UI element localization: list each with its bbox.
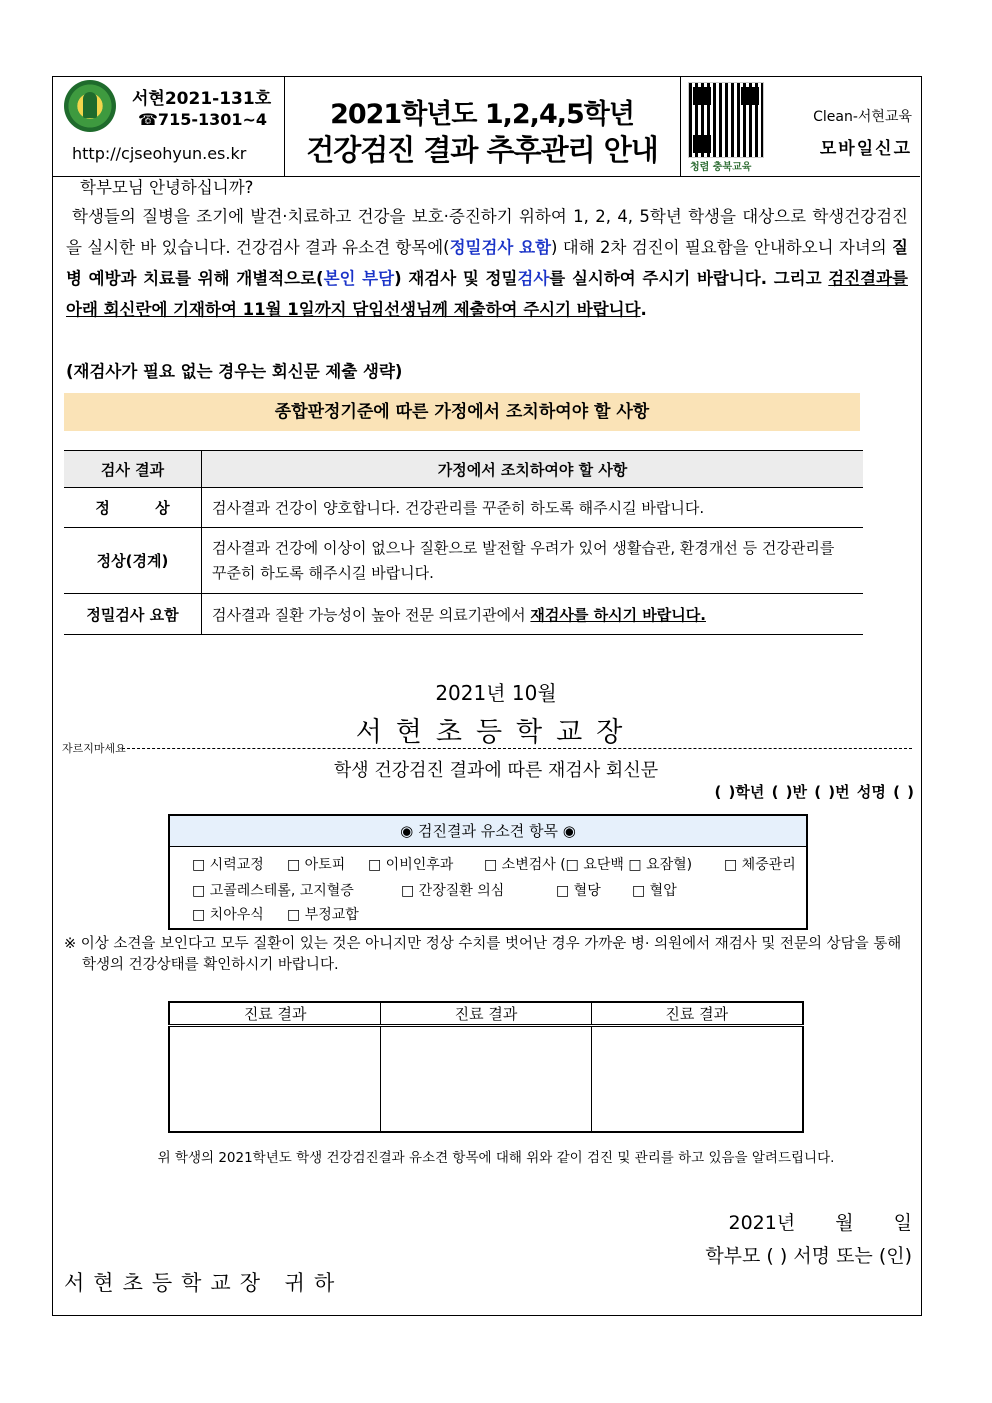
medical-entry-1[interactable] — [169, 1026, 381, 1133]
medical-header-row — [169, 1002, 803, 1026]
checkbox-blood-pressure[interactable]: □ 혈압 — [632, 883, 677, 899]
intro-emph-3: 검사 — [517, 269, 550, 288]
header-qr-cell — [680, 76, 920, 176]
principal-name: 서현초등학교장 — [355, 717, 637, 748]
qr-caption: 청렴 충북교육 — [690, 162, 752, 173]
results-col-result: 검사 결과 — [64, 451, 202, 488]
result-value-emph: 재검사를 하시기 바랍니다. — [530, 605, 706, 624]
checkbox-liver[interactable]: □ 간장질환 의심 — [401, 883, 505, 899]
checkbox-weight[interactable]: □ 체중관리 — [724, 857, 796, 873]
clean-label: Clean-서현교육 — [813, 109, 912, 125]
intro-bold-3: 를 실시하여 주시기 바랍니다. 그리고 — [549, 269, 829, 288]
reply-date[interactable]: 2021년 월 일 — [728, 1212, 912, 1234]
doc-number: 서현2021-131호 — [132, 89, 272, 109]
student-info-line[interactable]: ( )학년 ( )반 ( )번 성명 ( ) — [714, 783, 914, 801]
medical-entry-2[interactable] — [381, 1026, 591, 1133]
result-key: 정 상 — [64, 488, 202, 528]
header-title-cell — [284, 76, 681, 176]
result-value-text: 검사결과 질환 가능성이 높아 전문 의료기관에서 — [212, 605, 531, 624]
intro-emph-1: 정밀검사 요함 — [449, 238, 552, 257]
findings-box — [168, 814, 808, 930]
dashed-divider — [122, 748, 912, 749]
table-row — [64, 528, 863, 594]
header — [52, 76, 920, 177]
result-key: 정밀검사 요함 — [64, 594, 202, 635]
result-value: 검사결과 건강에 이상이 없으나 질환으로 발전할 우려가 있어 생활습관, 환경개선 등 건강관리를 꾸준히 하도록 해주시길 바랍니다. — [202, 528, 864, 594]
section-banner: 종합판정기준에 따른 가정에서 조치하여야 할 사항 — [64, 393, 860, 431]
results-header-row — [64, 451, 863, 488]
mobile-report-label: 모바일신고 — [819, 139, 912, 159]
medical-result-table — [168, 1001, 804, 1133]
checkbox-dental-caries[interactable]: □ 치아우식 — [192, 907, 264, 923]
advisory-note: ※ 이상 소견을 보인다고 모두 질환이 있는 것은 아니지만 정상 수치를 벗어난 경우 가까운 병· 의원에서 재검사 및 전문의 상담을 통해 학생의 건강상태를 확인하시기 바랍니다. — [64, 936, 902, 973]
reply-title: 학생 건강검진 결과에 따른 재검사 회신문 — [333, 760, 659, 781]
confirmation-text: 위 학생의 2021학년도 학생 건강검진결과 유소견 항목에 대해 위와 같이 검진 및 관리를 하고 있음을 알려드립니다. — [157, 1150, 835, 1166]
table-row — [64, 488, 863, 528]
result-value: 검사결과 건강이 양호합니다. 건강관리를 꾸준히 하도록 해주시길 바랍니다. — [202, 488, 864, 528]
intro-underline: 검진결과를 아래 회신란에 기재하여 11월 1일까지 담임선생님께 제출하여 주시기 바랍니다 — [66, 269, 908, 319]
intro-paragraph — [66, 201, 908, 325]
checkbox-cholesterol[interactable]: □ 고콜레스테롤, 고지혈증 — [192, 883, 354, 899]
medical-entry-row — [169, 1026, 803, 1133]
checkbox-ent[interactable]: □ 이비인후과 — [368, 857, 454, 873]
result-key: 정상(경계) — [64, 528, 202, 594]
addressee: 서현초등학교장 귀하 — [64, 1271, 344, 1295]
table-row — [64, 594, 863, 635]
parent-signature-line[interactable]: 학부모 ( ) 서명 또는 (인) — [705, 1245, 912, 1267]
medical-col-1: 진료 결과 — [169, 1002, 381, 1026]
greeting: 학부모님 안녕하십니까? — [80, 178, 254, 197]
checkbox-blood-sugar[interactable]: □ 혈당 — [556, 883, 601, 899]
checkbox-malocclusion[interactable]: □ 부정교합 — [287, 907, 359, 923]
school-url[interactable]: http://cjseohyun.es.kr — [72, 144, 247, 163]
school-logo — [64, 80, 116, 132]
checkbox-vision[interactable]: □ 시력교정 — [192, 857, 264, 873]
medical-col-2: 진료 결과 — [381, 1002, 591, 1026]
results-col-action: 가정에서 조치하여야 할 사항 — [202, 451, 864, 488]
intro-bold-2: ) 재검사 및 정밀 — [394, 269, 518, 288]
checkbox-urine[interactable]: □ 소변검사 (□ 요단백 □ 요잠혈) — [484, 857, 693, 873]
results-table — [64, 450, 863, 635]
no-retest-note: (재검사가 필요 없는 경우는 회신문 제출 생략) — [66, 362, 403, 381]
intro-end: . — [640, 300, 647, 319]
issue-date: 2021년 10월 — [435, 681, 557, 705]
intro-emph-2: 본인 부담 — [323, 269, 395, 288]
checkbox-atopy[interactable]: □ 아토피 — [287, 857, 346, 873]
qr-code-icon[interactable] — [688, 82, 764, 158]
medical-col-3: 진료 결과 — [591, 1002, 803, 1026]
phone-number: ☎715-1301~4 — [138, 110, 268, 129]
medical-entry-3[interactable] — [591, 1026, 803, 1133]
cut-line — [62, 740, 912, 756]
findings-header: ◉ 검진결과 유소견 항목 ◉ — [170, 816, 806, 847]
title-line-2: 건강검진 결과 추후관리 안내 — [306, 133, 658, 167]
title-line-1: 2021학년도 1,2,4,5학년 — [330, 99, 634, 130]
cut-label: 자르지마세요 — [62, 742, 126, 755]
header-info-cell — [52, 76, 285, 176]
intro-bold-1: 질병 예방과 치료를 위해 개별적으로( — [66, 238, 908, 288]
result-value — [202, 594, 864, 635]
intro-text-2: ) 대해 2차 검진이 필요함을 안내하오니 자녀의 — [551, 238, 893, 257]
intro-text-1: 학생들의 질병을 조기에 발견·치료하고 건강을 보호·증진하기 위하여 1, 2, 4, 5학년 학생을 대상으로 학생건강검진을 실시한 바 있습니다. 건강검사 결과 유소견 항목에( — [66, 207, 908, 257]
